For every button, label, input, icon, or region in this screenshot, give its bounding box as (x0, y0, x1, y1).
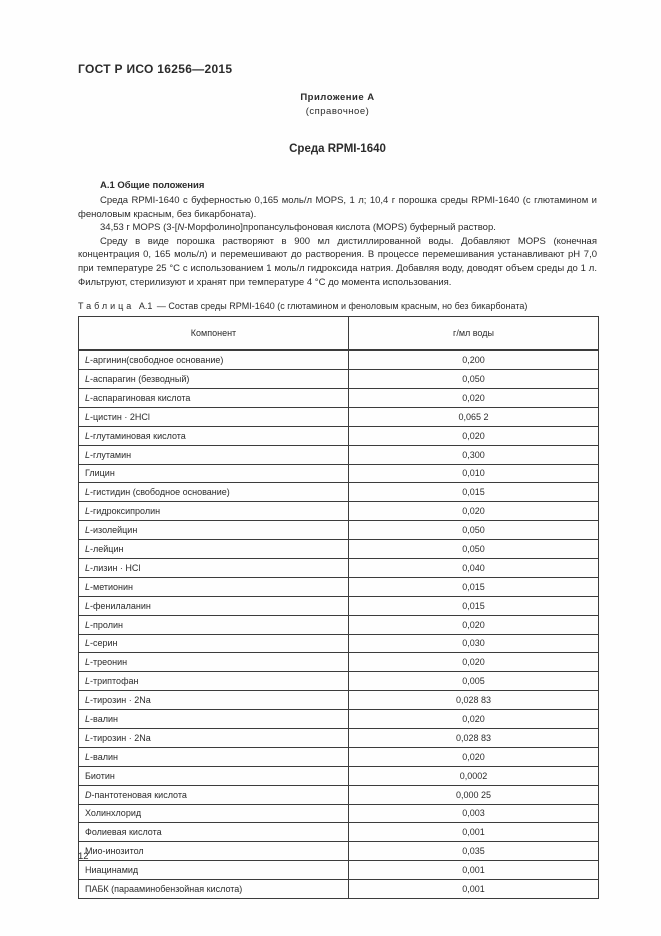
component-name-cell (79, 634, 349, 653)
component-prefix: L (85, 430, 91, 441)
component-name-cell (79, 710, 349, 729)
component-value-cell: 0,300 (349, 445, 599, 464)
table-row (79, 407, 599, 426)
component-value-cell: 0,001 (349, 823, 599, 842)
component-name-cell (79, 728, 349, 747)
component-name: -аргинин(свободное основание) (90, 355, 224, 366)
component-value-cell: 0,001 (349, 861, 599, 880)
component-value-cell: 0,065 2 (349, 407, 599, 426)
component-prefix: L (85, 373, 91, 384)
table-row (79, 691, 599, 710)
table-row (79, 880, 599, 899)
component-name-cell (79, 502, 349, 521)
component-name: Фолиевая кислота (85, 827, 162, 838)
component-name: -фенилаланин (90, 600, 151, 611)
table-row (79, 426, 599, 445)
component-name: -треонин (90, 657, 128, 668)
component-name: ПАБК (парааминобензойная кислота) (85, 884, 243, 895)
table-row (79, 653, 599, 672)
component-value-cell: 0,010 (349, 464, 599, 483)
component-name-cell (79, 558, 349, 577)
column-header-value: г/мл воды (349, 317, 599, 351)
component-name: Биотин (85, 770, 115, 781)
column-header-component: Компонент (79, 317, 349, 351)
table-row (79, 766, 599, 785)
component-name: -пантотеновая кислота (91, 789, 187, 800)
table-caption-text: — Состав среды RPMI-1640 (с глютамином и феноловым красным, но без бикарбоната) (156, 301, 528, 312)
component-prefix: L (85, 657, 91, 668)
component-name: -валин (90, 714, 118, 725)
component-name: -метионин (90, 581, 134, 592)
component-prefix: L (85, 714, 91, 725)
component-value-cell: 0,020 (349, 653, 599, 672)
composition-table (78, 316, 599, 899)
page-number: 12 (78, 851, 89, 862)
component-name: -гистидин (свободное основание) (90, 487, 230, 498)
component-value-cell: 0,028 83 (349, 691, 599, 710)
component-name-cell (79, 407, 349, 426)
table-caption-label: Таблица (78, 301, 135, 312)
table-row (79, 445, 599, 464)
component-value-cell: 0,020 (349, 502, 599, 521)
component-name-cell (79, 880, 349, 899)
table-row (79, 634, 599, 653)
component-value-cell: 0,005 (349, 672, 599, 691)
component-name-cell (79, 596, 349, 615)
component-name: -триптофан (90, 676, 139, 687)
component-name: -цистин · 2HCl (90, 411, 150, 422)
component-name: Мио-инозитол (85, 846, 144, 857)
table-row (79, 785, 599, 804)
component-prefix: L (85, 525, 91, 536)
component-name: -глутамин (90, 449, 132, 460)
section-heading: А.1 Общие положения (100, 180, 205, 191)
component-prefix: L (85, 449, 91, 460)
component-name-cell (79, 540, 349, 559)
component-name: Холинхлорид (85, 808, 142, 819)
component-value-cell: 0,020 (349, 388, 599, 407)
component-prefix: L (85, 619, 91, 630)
component-name-cell (79, 615, 349, 634)
component-name: -гидроксипролин (90, 506, 161, 517)
component-value-cell: 0,040 (349, 558, 599, 577)
component-prefix: L (85, 638, 91, 649)
component-name-cell (79, 370, 349, 389)
component-value-cell: 0,020 (349, 615, 599, 634)
component-name-cell (79, 766, 349, 785)
table-row (79, 521, 599, 540)
component-name-cell (79, 804, 349, 823)
component-name-cell (79, 464, 349, 483)
component-prefix: L (85, 562, 91, 573)
component-value-cell: 0,035 (349, 842, 599, 861)
component-value-cell: 0,020 (349, 426, 599, 445)
component-name: -аспарагин (безводный) (90, 373, 190, 384)
table-header-row (79, 317, 599, 351)
page-title: Среда RPMI-1640 (289, 143, 386, 155)
paragraph: Среда RPMI-1640 с буферностью 0,165 моль/л MOPS, 1 л; 10,4 г порошка среды RPMI-1640 (с глютамином и феноловым красным, без бикарбоната). (78, 195, 597, 220)
component-name: Глицин (85, 468, 115, 479)
component-value-cell: 0,015 (349, 483, 599, 502)
component-name: -аспарагиновая кислота (90, 392, 191, 403)
component-name-cell (79, 785, 349, 804)
component-value-cell: 0,050 (349, 540, 599, 559)
paragraph: Среду в виде порошка растворяют в 900 мл дистиллированной воды. Добавляют MOPS (конечная концентрация 0, 165 моль/л) и перемешивают до растворения. В процессе перемешивания устанавливают pH 7,0 при температуре 25 °С с использованием 1 моль/л гидроксида натрия. Добавляя воду, доводят объем среды до 1 л. Фильтруют, стерилизуют и хранят при температуре 4 °С до момента использования. (78, 235, 597, 288)
table-row (79, 464, 599, 483)
component-prefix: L (85, 355, 91, 366)
body-paragraphs (78, 194, 597, 289)
component-name-cell (79, 521, 349, 540)
component-name-cell (79, 747, 349, 766)
table-caption (78, 300, 597, 312)
table-row (79, 823, 599, 842)
component-value-cell: 0,028 83 (349, 728, 599, 747)
component-prefix: L (85, 732, 91, 743)
table-row (79, 577, 599, 596)
appendix-subtitle: (справочное) (305, 106, 370, 117)
component-prefix: L (85, 506, 91, 517)
component-name: -тирозин · 2Na (90, 732, 151, 743)
component-value-cell: 0,015 (349, 596, 599, 615)
component-name-cell (79, 861, 349, 880)
component-prefix: D (85, 789, 92, 800)
component-prefix: L (85, 695, 91, 706)
component-value-cell: 0,0002 (349, 766, 599, 785)
component-name: -пролин (90, 619, 123, 630)
component-prefix: L (85, 487, 91, 498)
component-value-cell: 0,050 (349, 370, 599, 389)
component-value-cell: 0,003 (349, 804, 599, 823)
component-prefix: L (85, 600, 91, 611)
component-value-cell: 0,030 (349, 634, 599, 653)
table-caption-number: А.1 (138, 301, 153, 312)
component-name-cell (79, 483, 349, 502)
table-row (79, 350, 599, 369)
component-name-cell (79, 350, 349, 369)
component-name-cell (79, 672, 349, 691)
component-value-cell: 0,200 (349, 350, 599, 369)
component-name-cell (79, 445, 349, 464)
component-prefix: L (85, 544, 91, 554)
component-prefix: L (85, 392, 91, 403)
table-row (79, 388, 599, 407)
table-row (79, 728, 599, 747)
component-name: -тирозин · 2Na (90, 695, 151, 706)
component-name-cell (79, 653, 349, 672)
table-row (79, 540, 599, 559)
component-name-cell (79, 388, 349, 407)
component-name-cell (79, 842, 349, 861)
component-value-cell: 0,050 (349, 521, 599, 540)
component-name-cell (79, 823, 349, 842)
component-prefix: L (85, 676, 91, 687)
table-row (79, 502, 599, 521)
component-value-cell: 0,000 25 (349, 785, 599, 804)
table-row (79, 615, 599, 634)
table-row (79, 804, 599, 823)
table-row (79, 370, 599, 389)
component-name: -лейцин (90, 544, 124, 554)
component-name-cell (79, 577, 349, 596)
paragraph: 34,53 г MOPS (3-[N-Морфолино]пропансульфоновая кислота (MOPS) буферный раствор. (100, 222, 496, 234)
table-row (79, 483, 599, 502)
component-name-cell (79, 426, 349, 445)
table-row (79, 861, 599, 880)
document-code: ГОСТ Р ИСО 16256—2015 (78, 62, 233, 76)
component-value-cell: 0,001 (349, 880, 599, 899)
component-value-cell: 0,015 (349, 577, 599, 596)
component-prefix: L (85, 411, 91, 422)
component-prefix: L (85, 581, 91, 592)
component-name: -глутаминовая кислота (90, 430, 186, 441)
component-name: -лизин · HCl (90, 562, 141, 573)
table-row (79, 558, 599, 577)
component-name: -изолейцин (90, 525, 138, 536)
component-name-cell (79, 691, 349, 710)
component-value-cell: 0,020 (349, 747, 599, 766)
component-prefix: L (85, 751, 91, 762)
table-row (79, 842, 599, 861)
table-row (79, 710, 599, 729)
table-row (79, 747, 599, 766)
component-name: Ниацинамид (85, 865, 139, 876)
appendix-title: Приложение А (300, 92, 375, 103)
component-name: -серин (90, 638, 118, 649)
table-row (79, 596, 599, 615)
component-name: -валин (90, 751, 118, 762)
table-row (79, 672, 599, 691)
component-value-cell: 0,020 (349, 710, 599, 729)
